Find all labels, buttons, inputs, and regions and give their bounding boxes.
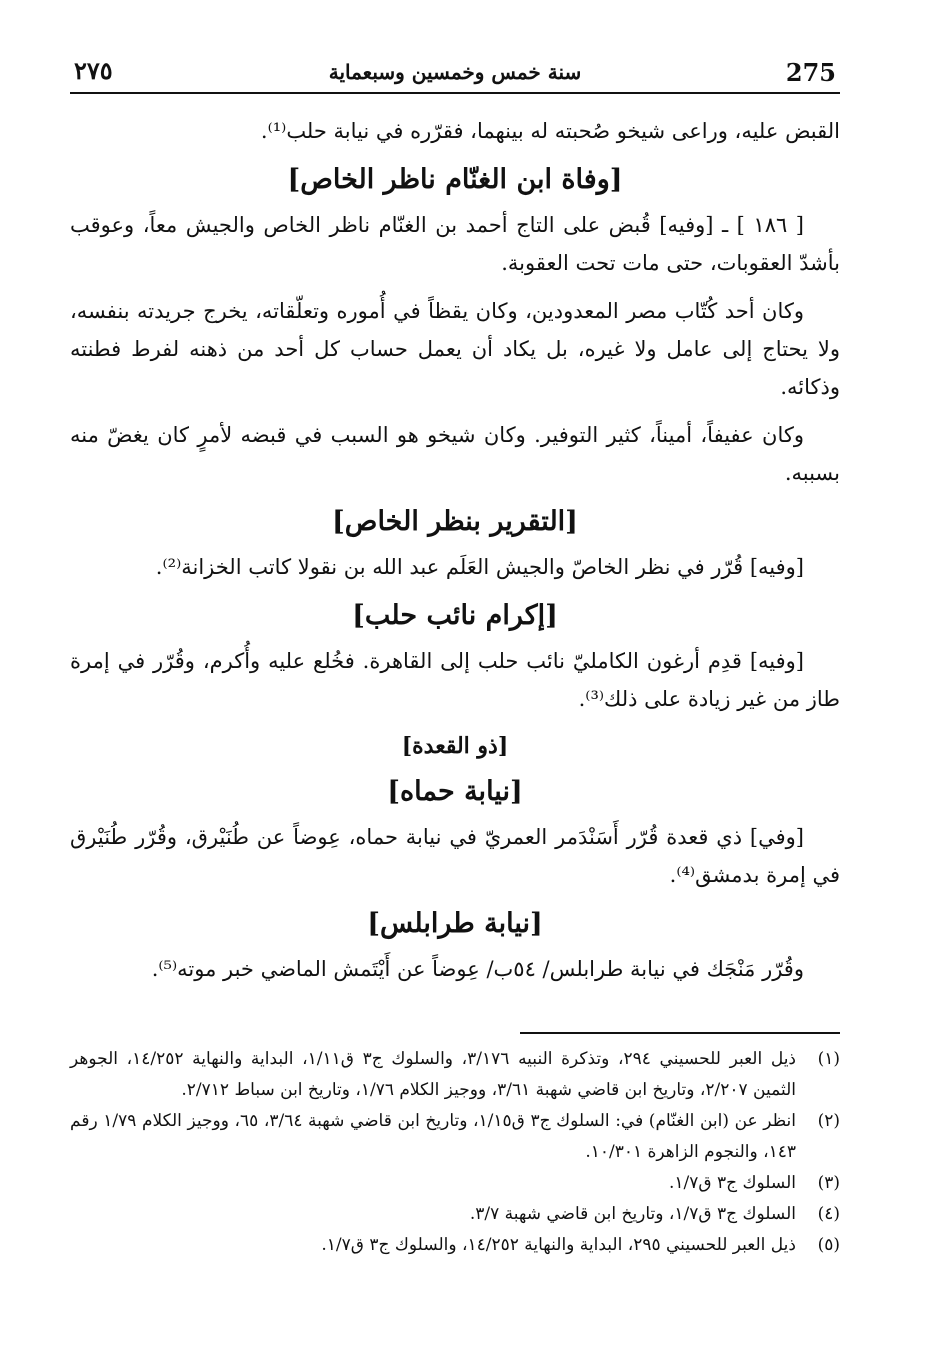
footnote — [70, 1106, 840, 1168]
footnote — [70, 1230, 840, 1261]
paragraph: وقُرّر مَنْجَك في نيابة طرابلس/ ٥٤ب/ عِوضاً عن أَيْتَمش الماضي خبر موته⁽⁵⁾. — [151, 957, 804, 981]
footnote — [70, 1044, 840, 1106]
paragraph: [وفيه] قُرّر في نظر الخاصّ والجيش العَلَم عبد الله بن نقولا كاتب الخزانة⁽²⁾. — [155, 555, 804, 579]
section-heading: [التقرير بنظر الخاص] — [332, 506, 578, 537]
footnotes — [70, 1044, 840, 1261]
footnote — [70, 1168, 840, 1199]
footnote-text: ذيل العبر للحسيني ٢٩٥، البداية والنهاية ١٤/٢٥٢، والسلوك ج٣ ق١/٧. — [321, 1235, 796, 1255]
footnote-number: (٢) — [817, 1111, 840, 1131]
paragraph: [وفي] ذي قعدة قُرّر أَسَنْدَمر العمريّ في نيابة حماه، عِوضاً عن طُنَيْرق، وقُرّر طُنَيْرق في إمرة بدمشق⁽⁴⁾. — [70, 825, 840, 887]
footnote-number: (٤) — [817, 1204, 840, 1224]
page-number-latin: 275 — [785, 58, 836, 87]
section-heading: [إكرام نائب حلب] — [352, 600, 558, 631]
paragraph: وكان عفيفاً، أميناً، كثير التوفير. وكان شيخو هو السبب في قبضه لأمرٍ كان يغضّ منه بسببه. — [70, 423, 840, 485]
paragraph: القبض عليه، وراعى شيخو صُحبته له بينهما، فقرّره في نيابة حلب⁽¹⁾. — [260, 119, 840, 143]
footnote-number: (١) — [817, 1049, 840, 1069]
page-header — [70, 52, 840, 94]
footnote-text: السلوك ج٣ ق١/٧، وتاريخ ابن قاضي شهبة ٣/٧. — [469, 1204, 796, 1224]
paragraph: وكان أحد كُتّاب مصر المعدودين، وكان يقظاً في أُموره وتعلّقاته، يخرج جريدته بنفسه، ولا يحتاج إلى عامل ولا غيره، بل يكاد أن يعمل حساب كل أحد من ذهنه لفرط فطنته وذكائه. — [70, 299, 840, 399]
paragraph: [وفيه] قدِم أرغون الكامليّ نائب حلب إلى القاهرة. فخُلع عليه وأُكرم، وقُرّر في إمرة طاز من غير زيادة على ذلك⁽³⁾. — [70, 649, 840, 711]
footnote — [70, 1199, 840, 1230]
footnote-separator — [520, 1032, 840, 1034]
paragraph: [ ١٨٦ ] ـ [وفيه] قُبض على التاج أحمد بن الغنّام ناظر الخاص والجيش معاً، وعوقب بأشدّ العقوبات، حتى مات تحت العقوبة. — [70, 213, 840, 275]
section-heading: [وفاة ابن الغنّام ناظر الخاص] — [287, 164, 623, 195]
month-heading: [ذو القعدة] — [401, 733, 509, 759]
main-text — [70, 112, 840, 988]
footnote-number: (٥) — [817, 1235, 840, 1255]
page-number-arabic: ٢٧٥ — [74, 56, 113, 85]
footnote-text: السلوك ج٣ ق١/٧. — [668, 1173, 796, 1193]
footnote-text: انظر عن (ابن الغنّام) في: السلوك ج٣ ق١/١٥، وتاريخ ابن قاضي شهبة ٣/٦٤، ٦٥، ووجيز الكلام ١/٧٩ رقم ١٤٣، والنجوم الزاهرة ١٠/٣٠١. — [70, 1111, 797, 1162]
section-heading: [نيابة حماه] — [387, 776, 523, 807]
footnote-number: (٣) — [817, 1173, 840, 1193]
section-heading: [نيابة طرابلس] — [367, 908, 543, 939]
book-page — [70, 52, 840, 1312]
running-title: سنة خمس وخمسين وسبعماية — [328, 60, 582, 84]
footnote-text: ذيل العبر للحسيني ٢٩٤، وتذكرة النبيه ٣/١٧٦، والسلوك ج٣ ق١/١١، البداية والنهاية ١٤/٢٥٢، الجوهر الثمين ٢/٢٠٧، وتاريخ ابن قاضي شهبة ٣/٦١، ووجيز الكلام ١/٧٦، وتاريخ ابن سباط ٢/٧١٢. — [70, 1049, 797, 1100]
